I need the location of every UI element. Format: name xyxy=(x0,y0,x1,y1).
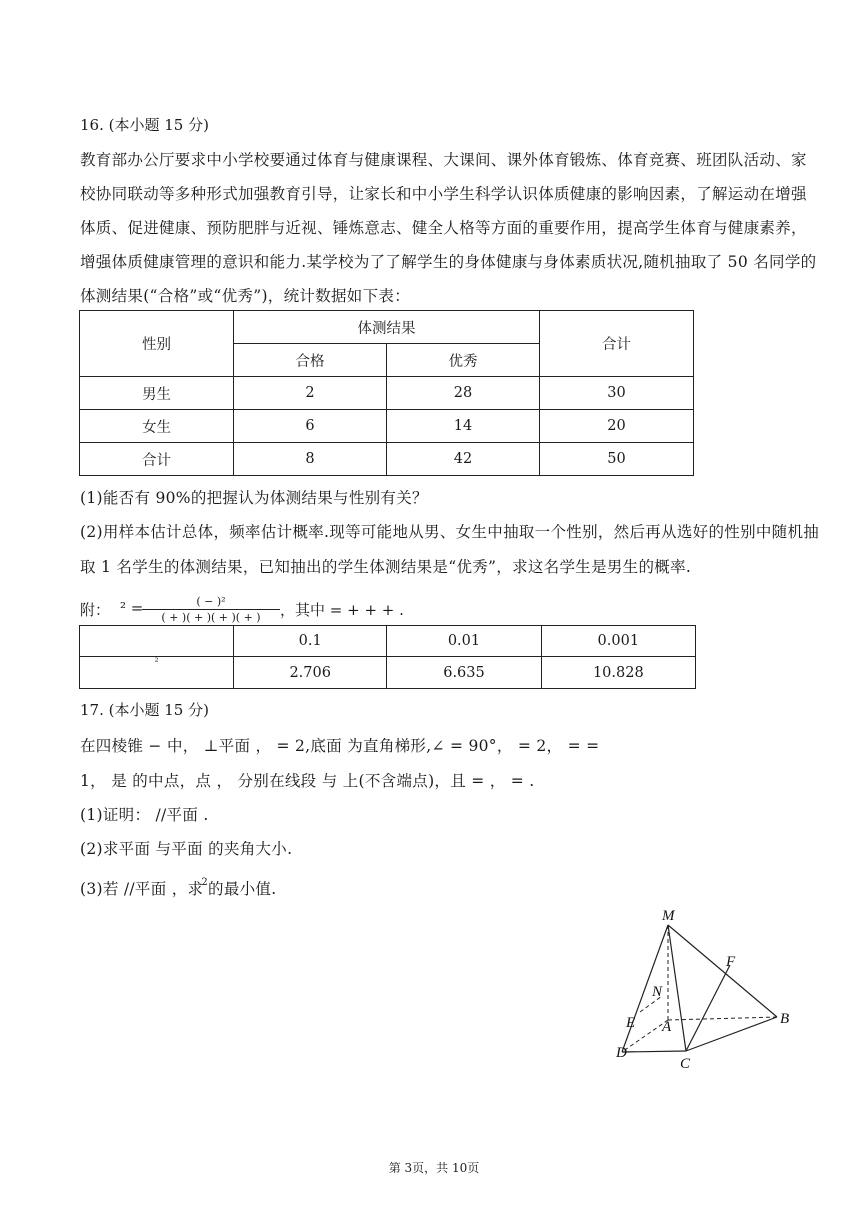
table-row xyxy=(80,410,694,443)
pyramid-figure xyxy=(600,900,810,1080)
survey-table xyxy=(79,310,694,476)
cell-pass: 6 xyxy=(233,410,386,443)
formula-where: ，其中 = + + + . xyxy=(280,601,404,619)
q17-part3-text: (3)若 //平面 ，求 xyxy=(80,880,204,898)
row-label: 合计 xyxy=(80,443,234,476)
table-row xyxy=(80,626,696,657)
table-cell xyxy=(80,626,234,657)
cell-pass: 8 xyxy=(233,443,386,476)
table-row xyxy=(80,443,694,476)
q17-part3-text-end: 的最小值. xyxy=(208,880,277,898)
q16-para-line: 校协同联动等多种形式加强教育引导，让家长和中小学生科学认识体质健康的影响因素，了解运动在增强 xyxy=(80,185,807,203)
q16-para-line: 教育部办公厅要求中小学校要通过体育与健康课程、大课间、课外体育锻炼、体育竞赛、班团队活动、家 xyxy=(80,151,807,169)
cell-total: 50 xyxy=(539,443,693,476)
table-cell: 0.01 xyxy=(387,626,541,657)
q16-para-line: 体质、促进健康、预防肥胖与近视、锤炼意志、健全人格等方面的重要作用，提高学生体育与健康素养， xyxy=(80,219,807,237)
cell-excellent: 42 xyxy=(386,443,539,476)
edge-MB xyxy=(668,925,777,1017)
label-C: C xyxy=(680,1056,691,1072)
cell-pass: 2 xyxy=(233,377,386,410)
edge-AB xyxy=(668,1017,777,1020)
cell-total: 30 xyxy=(539,377,693,410)
table-cell: 0.1 xyxy=(234,626,387,657)
label-M: M xyxy=(662,908,675,924)
table-cell: 6.635 xyxy=(387,657,541,689)
page-footer: 第 3页，共 10页 xyxy=(388,1161,480,1175)
q17-line: 在四棱锥 − 中， ⊥平面 ， = 2,底面 为直角梯形,∠ = 90°， = 2， = = xyxy=(80,737,600,755)
table-cell: 0.001 xyxy=(541,626,695,657)
critical-value-table xyxy=(79,625,696,689)
table-row xyxy=(80,657,696,689)
q16-part1: (1)能否有 90%的把握认为体测结果与性别有关？ xyxy=(80,489,428,507)
q16-para-line: 增强体质健康管理的意识和能力.某学校为了了解学生的身体健康与身体素质状况,随机抽取了 50 名同学的 xyxy=(80,253,817,271)
fraction-numerator: ( − )² xyxy=(142,594,280,610)
q16-para-line: 体测结果(“合格”或“优秀”)，统计数据如下表： xyxy=(80,287,410,305)
row-label: 男生 xyxy=(80,377,234,410)
header-gender: 性别 xyxy=(80,311,234,377)
label-A: A xyxy=(662,1019,672,1035)
q17-part3-sup: 2 xyxy=(201,877,209,888)
header-pass: 合格 xyxy=(233,344,386,377)
q17-line: 1， 是 的中点，点 ， 分别在线段 与 上(不含端点)，且 = ， = . xyxy=(80,772,535,790)
label-F: F xyxy=(726,954,736,970)
edge-DC xyxy=(622,1051,686,1052)
row-label: 女生 xyxy=(80,410,234,443)
table-cell: 2.706 xyxy=(234,657,387,689)
chi-square-symbol: ² = xyxy=(120,599,144,617)
edge-CB xyxy=(686,1017,777,1051)
q17-part2: (2)求平面 与平面 的夹角大小. xyxy=(80,840,293,858)
cell-excellent: 14 xyxy=(386,410,539,443)
edge-CF xyxy=(686,965,730,1051)
table-row xyxy=(80,377,694,410)
label-E: E xyxy=(626,1015,636,1031)
formula-fraction xyxy=(142,594,280,625)
header-total: 合计 xyxy=(539,311,693,377)
header-excellent: 优秀 xyxy=(386,344,539,377)
fraction-denominator: ( + )( + )( + )( + ) xyxy=(161,611,261,624)
appendix-label: 附： xyxy=(80,601,111,619)
table-cell: 10.828 xyxy=(541,657,695,689)
label-N: N xyxy=(652,984,663,1000)
q16-heading: 16. (本小题 15 分) xyxy=(80,116,209,134)
header-result: 体测结果 xyxy=(233,311,539,344)
label-D: D xyxy=(616,1045,627,1061)
q17-part1: (1)证明： //平面 . xyxy=(80,806,209,824)
label-B: B xyxy=(780,1011,790,1027)
cell-excellent: 28 xyxy=(386,377,539,410)
cell-total: 20 xyxy=(539,410,693,443)
q16-part2-line2: 取 1 名学生的体测结果，已知抽出的学生体测结果是“优秀”，求这名学生是男生的概率. xyxy=(80,558,692,576)
table-cell: ² xyxy=(80,657,234,689)
q17-heading: 17. (本小题 15 分) xyxy=(80,701,209,719)
q16-part2-line1: (2)用样本估计总体，频率估计概率.现等可能地从男、女生中抽取一个性别，然后再从选好的性别中随机抽 xyxy=(80,523,820,541)
q17-part3 xyxy=(80,877,276,899)
